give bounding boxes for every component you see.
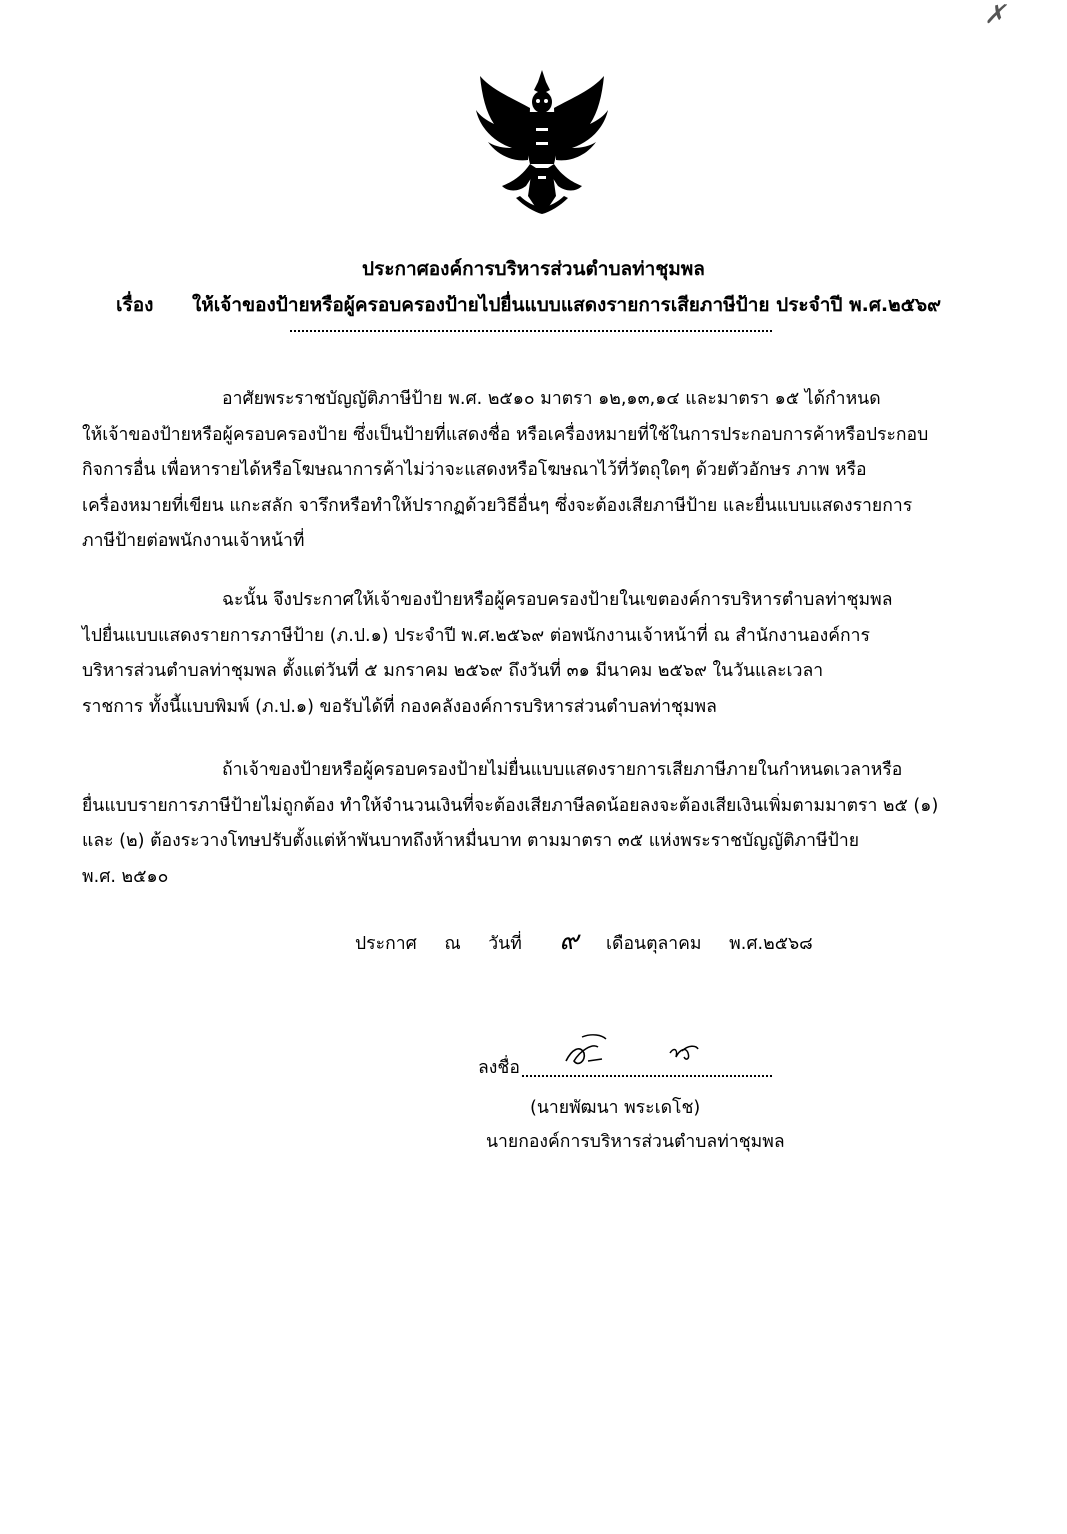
handwritten-signature [558,1031,728,1075]
date-announce-word: ประกาศ [355,934,417,954]
date-month: เดือนตุลาคม [606,934,702,954]
date-day-label: วันที่ [488,934,522,954]
paragraph-line: บริหารส่วนตำบลท่าชุมพล ตั้งแต่วันที่ ๕ มกราคม ๒๕๖๙ ถึงวันที่ ๓๑ มีนาคม ๒๕๖๙ ในวันและเวลา [82,661,824,681]
paragraph-line: อาศัยพระราชบัญญัติภาษีป้าย พ.ศ. ๒๕๑๐ มาตรา ๑๒,๑๓,๑๔ และมาตรา ๑๕ ได้กำหนด [222,389,881,409]
paragraph-legal-basis [82,382,942,560]
paragraph-penalty [82,753,942,895]
paragraph-announcement [82,583,942,725]
paragraph-line: ไปยื่นแบบแสดงรายการภาษีป้าย (ภ.ป.๑) ประจำปี พ.ศ.๒๕๖๙ ต่อพนักงานเจ้าหน้าที่ ณ สำนักงานองค์การ [82,625,871,646]
paragraph-line: ให้เจ้าของป้ายหรือผู้ครอบครองป้าย ซึ่งเป็นป้ายที่แสดงชื่อ หรือเครื่องหมายที่ใช้ในการประกอบการค้าหรือประกอบ [82,424,929,445]
paragraph-line: ภาษีป้ายต่อพนักงานเจ้าหน้าที่ [82,531,305,551]
subject-label: เรื่อง [116,294,154,316]
subject-line [116,290,941,320]
signatory-name: (นายพัฒนา พระเดโช) [530,1098,701,1118]
paragraph-line: กิจการอื่น เพื่อหารายได้หรือโฆษณาการค้าไม่ว่าจะแสดงหรือโฆษณาไว้ที่วัตถุใดๆ ด้วยตัวอักษร ภาพ หรือ [82,460,867,480]
paragraph-line: ฉะนั้น จึงประกาศให้เจ้าของป้ายหรือผู้ครอบครองป้ายในเขตองค์การบริหารตำบลท่าชุมพล [222,590,893,610]
garuda-emblem [472,68,612,216]
paragraph-line: ถ้าเจ้าของป้ายหรือผู้ครอบครองป้ายไม่ยื่นแบบแสดงรายการเสียภาษีภายในกำหนดเวลาหรือ [222,760,903,780]
date-at-word: ณ [444,934,461,954]
paragraph-line: เครื่องหมายที่เขียน แกะสลัก จารึกหรือทำให้ปรากฏด้วยวิธีอื่นๆ ซึ่งจะต้องเสียภาษีป้าย และยื่นแบบแสดงรายการ [82,495,913,516]
signature-label: ลงชื่อ [478,1058,520,1078]
date-day-handwritten: ๙ [559,926,579,956]
announcement-title: ประกาศองค์การบริหารส่วนตำบลท่าชุมพล [362,258,705,280]
signature-dotted-line [522,1075,772,1077]
subject-text: ให้เจ้าของป้ายหรือผู้ครอบครองป้ายไปยื่นแบบแสดงรายการเสียภาษีป้าย ประจำปี พ.ศ.๒๕๖๙ [192,294,941,316]
announcement-date [355,920,835,961]
title-divider [290,330,772,332]
date-year: พ.ศ.๒๕๖๘ [729,934,813,954]
paragraph-line: และ (๒) ต้องระวางโทษปรับตั้งแต่ห้าพันบาทถึงห้าหมื่นบาท ตามมาตรา ๓๕ แห่งพระราชบัญญัติภาษีป้าย [82,831,860,851]
paragraph-line: ราชการ ทั้งนี้แบบพิมพ์ (ภ.ป.๑) ขอรับได้ที่ กองคลังองค์การบริหารส่วนตำบลท่าชุมพล [82,696,717,717]
paragraph-line: ยื่นแบบรายการภาษีป้ายไม่ถูกต้อง ทำให้จำนวนเงินที่จะต้องเสียภาษีลดน้อยลงจะต้องเสียเงินเพิ่มตามมาตรา ๒๕ (๑) [82,795,939,816]
signatory-position: นายกองค์การบริหารส่วนตำบลท่าชุมพล [486,1132,785,1152]
corner-check-mark: ✗ [984,0,1006,30]
paragraph-line: พ.ศ. ๒๕๑๐ [82,866,169,887]
